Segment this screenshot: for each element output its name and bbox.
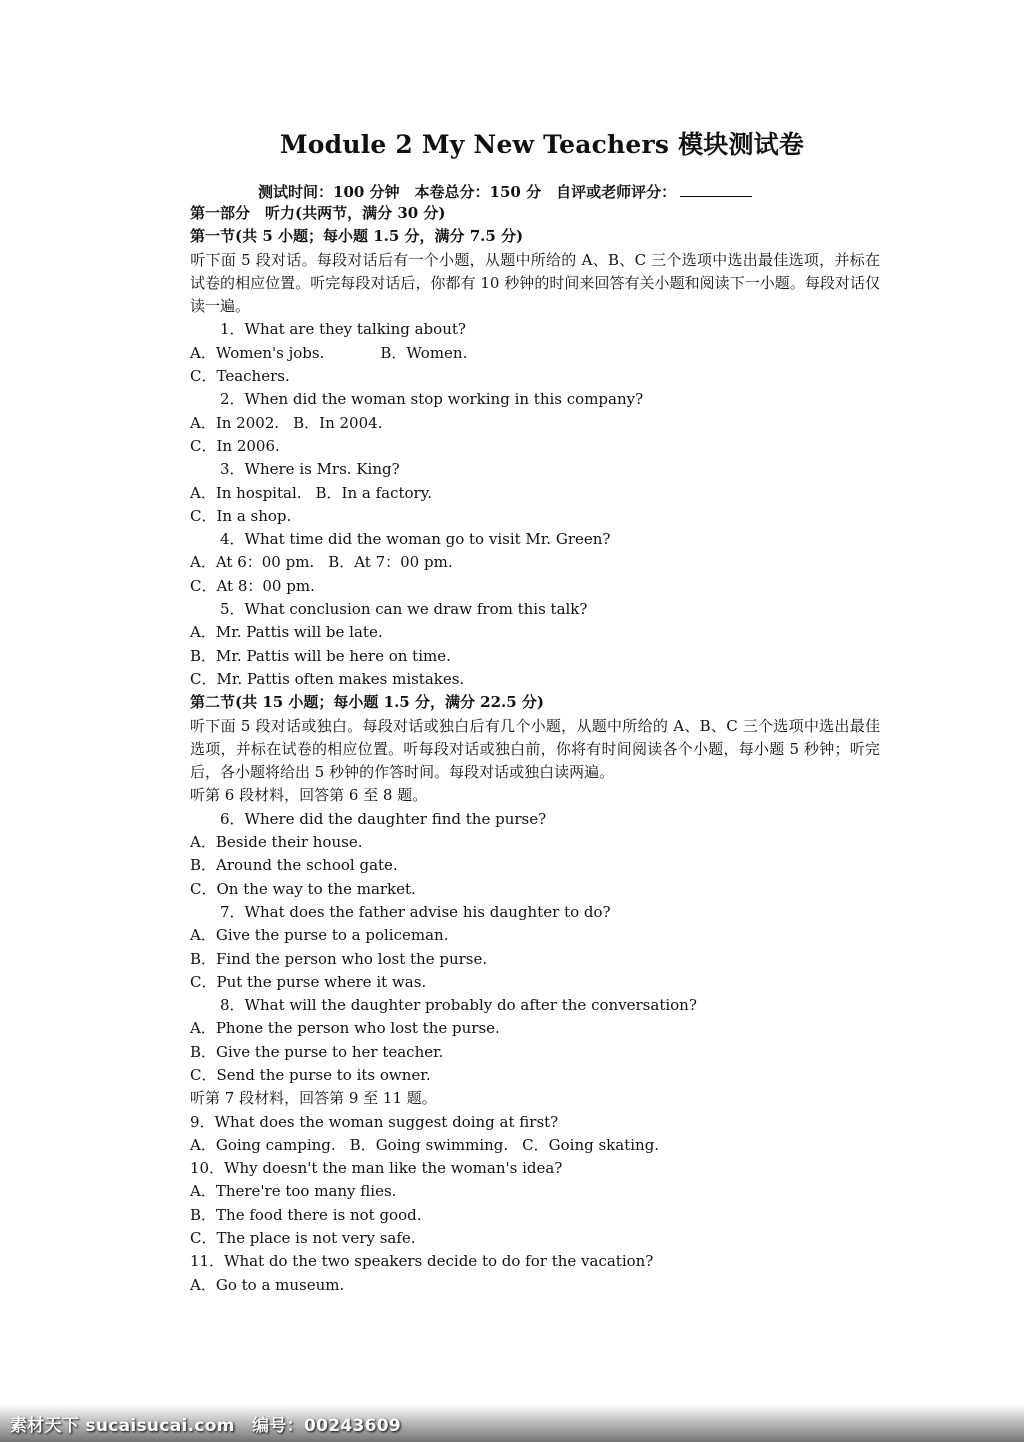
option-c: C．Put the purse where it was. [190, 972, 427, 991]
question-9: 9．What does the woman suggest doing at first? [190, 1112, 559, 1131]
option-b: B．Women. [380, 343, 468, 362]
test-meta [258, 181, 752, 202]
option-a: A．Women's jobs. [190, 343, 325, 362]
option-c: C．Mr. Pattis often makes mistakes. [190, 669, 465, 688]
option-a: A．Beside their house. [190, 833, 363, 852]
test-meta-text: 测试时间：100 分钟 本卷总分：150 分 自评或老师评分： [258, 183, 677, 201]
option-b: B．In 2004. [293, 413, 383, 432]
exam-content [190, 202, 880, 1297]
option-c: C．Teachers. [190, 367, 290, 386]
option-b: B．The food there is not good. [190, 1205, 422, 1224]
watermark-text: 素材天下 sucaisucai.com 编号：00243609 [10, 1416, 401, 1436]
question-4: 4．What time did the woman go to visit Mr. Green? [220, 530, 611, 549]
section2-instructions: 听下面 5 段对话或独白。每段对话或独白后有几个小题，从题中所给的 A、B、C 三个选项中选出最佳选项，并标在试卷的相应位置。听每段对话或独白前，你将有时间阅读各个小题，每小题 5 秒钟；听完后，各小题将给出 5 秒钟的作答时间。每段对话或独白读两遍。 [190, 716, 880, 782]
option-b: B．In a factory. [315, 483, 432, 502]
question-6: 6．Where did the daughter find the purse? [220, 809, 547, 828]
question-10: 10．Why doesn't the man like the woman's idea? [190, 1159, 563, 1178]
question-7: 7．What does the father advise his daughter to do? [220, 902, 611, 921]
option-b: B．Give the purse to her teacher. [190, 1042, 444, 1061]
option-b: B．Around the school gate. [190, 856, 398, 875]
question-1-options-ab [190, 342, 880, 365]
question-2: 2．When did the woman stop working in this company? [220, 390, 644, 409]
question-5: 5．What conclusion can we draw from this talk? [220, 600, 588, 619]
option-b: B．Going swimming. [349, 1135, 509, 1154]
option-a: A．Go to a museum. [190, 1275, 345, 1294]
material-6-note: 听第 6 段材料，回答第 6 至 8 题。 [190, 786, 428, 805]
part1-heading: 第一部分 听力(共两节，满分 30 分) [190, 204, 446, 222]
section2-heading: 第二节(共 15 小题；每小题 1.5 分，满分 22.5 分) [190, 693, 545, 712]
option-c: C．Send the purse to its owner. [190, 1065, 431, 1084]
section1-heading: 第一节(共 5 小题；每小题 1.5 分，满分 7.5 分) [190, 227, 524, 246]
question-2-options-ab [190, 412, 880, 435]
option-c: C．At 8：00 pm. [190, 576, 315, 595]
option-a: A．Phone the person who lost the purse. [190, 1019, 500, 1038]
question-1: 1．What are they talking about? [220, 320, 466, 339]
option-b: B．Mr. Pattis will be here on time. [190, 646, 451, 665]
option-c: C．The place is not very safe. [190, 1229, 416, 1248]
option-a: A．Give the purse to a policeman. [190, 926, 449, 945]
option-c: C．Going skating. [522, 1135, 660, 1154]
question-3: 3．Where is Mrs. King? [220, 460, 400, 479]
option-b: B．At 7：00 pm. [328, 553, 453, 572]
question-9-options [190, 1134, 880, 1157]
question-11: 11．What do the two speakers decide to do for the vacation? [190, 1252, 654, 1271]
page-title: Module 2 My New Teachers 模块测试卷 [279, 130, 805, 159]
watermark-band [0, 1404, 1024, 1442]
option-b: B．Find the person who lost the purse. [190, 949, 488, 968]
option-a: A．There're too many flies. [190, 1182, 397, 1201]
option-a: A．In 2002. [190, 413, 280, 432]
option-c: C．On the way to the market. [190, 879, 416, 898]
option-a: A．At 6：00 pm. [190, 553, 315, 572]
option-a: A．Going camping. [190, 1135, 336, 1154]
option-c: C．In a shop. [190, 506, 292, 525]
section1-instructions: 听下面 5 段对话。每段对话后有一个小题，从题中所给的 A、B、C 三个选项中选出最佳选项，并标在试卷的相应位置。听完每段对话后，你都有 10 秒钟的时间来回答有关小题和阅读下一小题。每段对话仅读一遍。 [190, 250, 880, 316]
option-a: A．In hospital. [190, 483, 302, 502]
question-3-options-ab [190, 482, 880, 505]
option-a: A．Mr. Pattis will be late. [190, 623, 383, 642]
question-4-options-ab [190, 551, 880, 574]
material-7-note: 听第 7 段材料，回答第 9 至 11 题。 [190, 1089, 437, 1108]
option-c: C．In 2006. [190, 436, 280, 455]
question-8: 8．What will the daughter probably do after the conversation? [220, 996, 697, 1015]
score-blank [680, 182, 752, 197]
